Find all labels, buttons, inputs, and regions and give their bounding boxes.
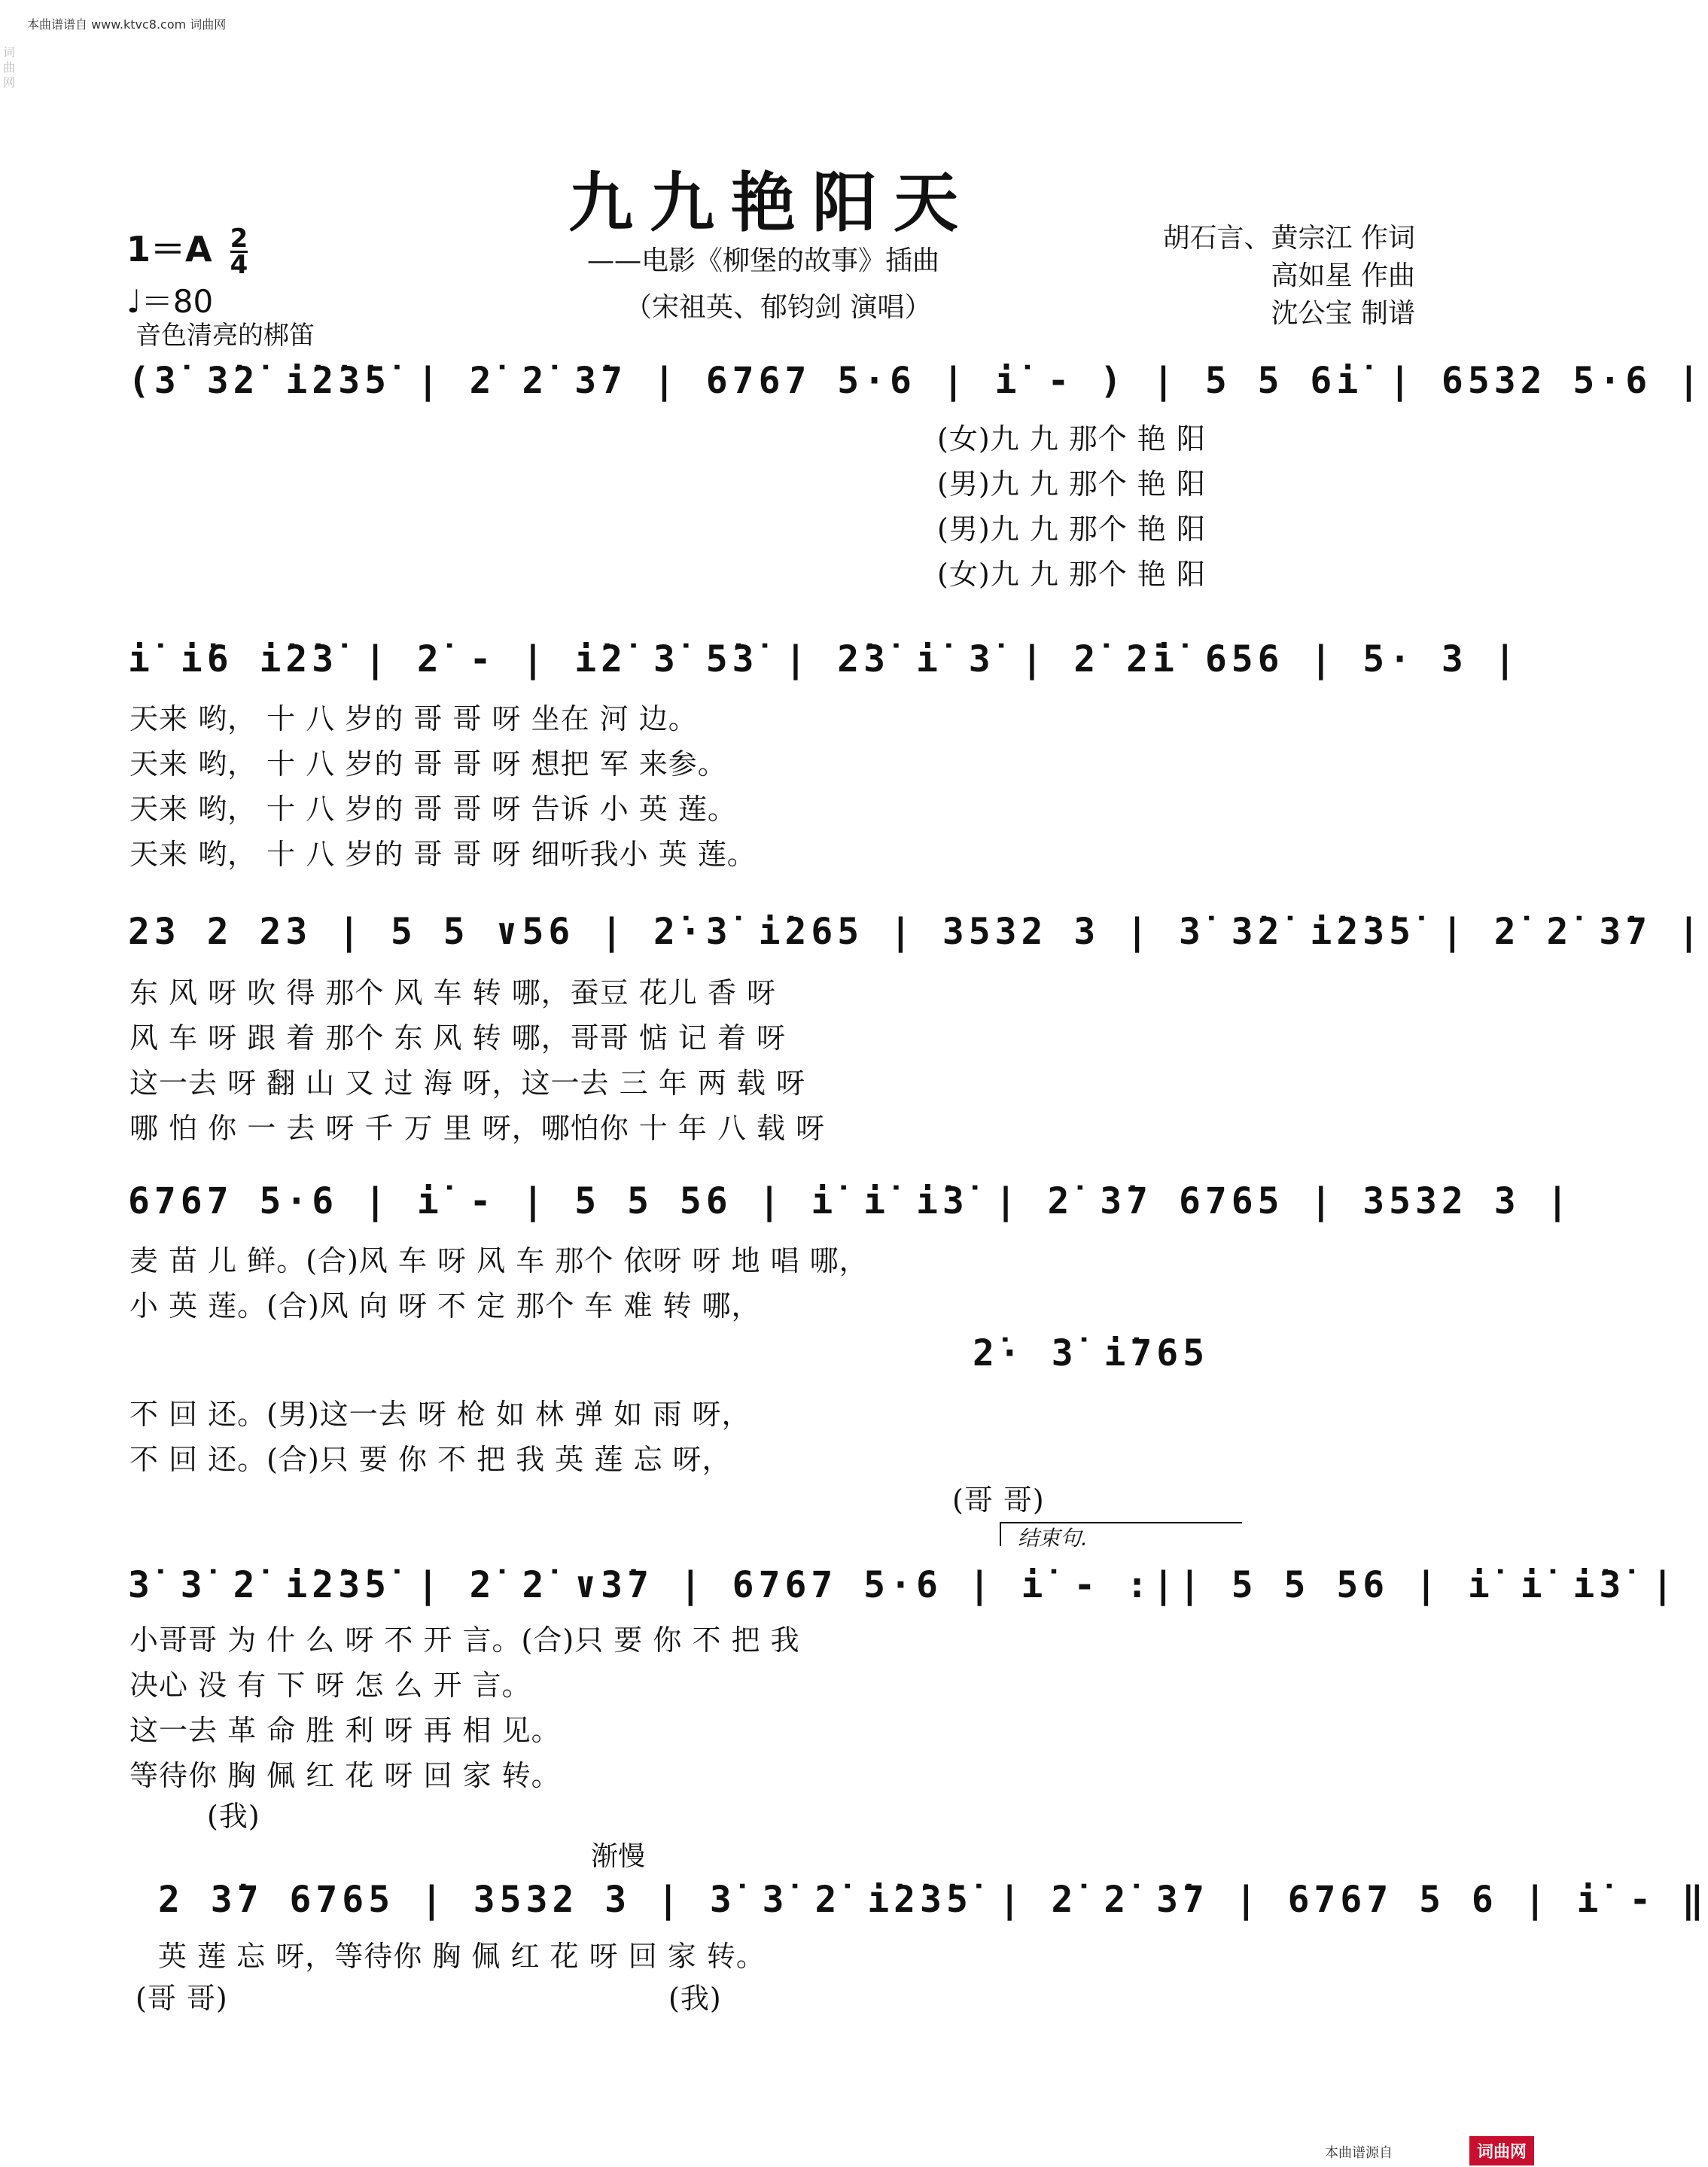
- alt-notation-line-4: 2̇· 3̇ i̇765: [973, 1332, 1210, 1374]
- lyric-1-4: (女)九 九 那个 艳 阳: [937, 558, 1206, 591]
- lyric-2-2: 天来 哟， 十 八 岁的 哥 哥 呀 想把 军 来参。: [129, 747, 727, 781]
- lyric-5-2: 决心 没 有 下 呀 怎 么 开 言。: [129, 1669, 531, 1702]
- notation-line-6: 2 3̇7 6765 | 3532 3 | 3̇ 3̇ 2̇ i̇2̇3̇5̇ | 2̇ 2̇ 3̇7 | 6767 5 6 | i̇ - ‖: [158, 1879, 1708, 1921]
- notation-line-4: 6767 5·6 | i̇ - | 5 5 56 | i̇ i̇ i̇3̇ | 2̇ 3̇7 6765 | 3532 3 |: [128, 1180, 1573, 1222]
- site-logo: 词曲网: [1469, 2136, 1534, 2165]
- lyric-1-3: (男)九 九 那个 艳 阳: [937, 513, 1206, 546]
- sub-lyric-6b: (我): [668, 1982, 722, 2015]
- side-watermark: 词 曲 网: [3, 45, 16, 90]
- credits: [1163, 220, 1415, 333]
- timbre-note: 音色清亮的梆笛: [135, 321, 315, 351]
- credit-lyricist: 胡石言、黄宗江 作词: [1162, 223, 1415, 254]
- key-label: 1＝A: [126, 229, 212, 269]
- lyric-4-3: 不 回 还。(男)这一去 呀 枪 如 林 弹 如 雨 呀，: [129, 1398, 751, 1431]
- key-signature: [126, 222, 248, 280]
- lyric-5-3: 这一去 革 命 胜 利 呀 再 相 见。: [129, 1714, 561, 1747]
- sub-lyric-4: (哥 哥): [952, 1484, 1045, 1517]
- notation-line-5: 3̇ 3̇ 2̇ i̇2̇3̇5̇ | 2̇ 2̇ ∨3̇7 | 6767 5·6 | i̇ - :|| 5 5 56 | i̇ i̇ i̇3̇ |: [128, 1564, 1679, 1606]
- source-note: 本曲谱源自: [1325, 2145, 1393, 2161]
- notation-line-3: 23 2 23 | 5 5 ∨56 | 2̇·3̇ i̇265 | 3532 3 | 3̇ 3̇2̇ i̇2̇3̇5̇ | 2̇ 2̇ 3̇7 |: [128, 911, 1704, 953]
- song-title: 九九艳阳天: [568, 165, 975, 241]
- credit-arranger: 沈公宝 制谱: [1271, 298, 1415, 329]
- lyric-4-4: 不 回 还。(合)只 要 你 不 把 我 英 莲 忘 呀，: [129, 1443, 732, 1476]
- tempo-marking: ♩＝80: [126, 283, 214, 320]
- sub-lyric-5: (我): [207, 1800, 260, 1833]
- notation-line-2: i̇ i̇6 i̇2̇3̇ | 2̇ - | i̇2̇ 3̇ 5̇3̇ | 2̇3̇ i̇ 3̇ | 2̇ 2̇i̇ 656 | 5· 3 |: [128, 638, 1521, 680]
- lyric-5-1: 小哥哥 为 什 么 呀 不 开 言。(合)只 要 你 不 把 我: [129, 1624, 800, 1657]
- lyric-3-2: 风 车 呀 跟 着 那个 东 风 转 哪，哥哥 惦 记 着 呀: [129, 1021, 787, 1055]
- lyric-3-3: 这一去 呀 翻 山 又 过 海 呀，这一去 三 年 两 载 呀: [129, 1067, 805, 1100]
- lyric-2-1: 天来 哟， 十 八 岁的 哥 哥 呀 坐在 河 边。: [129, 702, 698, 735]
- lyric-2-4: 天来 哟， 十 八 岁的 哥 哥 呀 细听我小 英 莲。: [129, 838, 757, 871]
- lyric-2-3: 天来 哟， 十 八 岁的 哥 哥 呀 告诉 小 英 莲。: [129, 793, 737, 826]
- lyric-6-1: 英 莲 忘 呀，等待你 胸 佩 红 花 呀 回 家 转。: [158, 1940, 766, 1973]
- lyric-1-2: (男)九 九 那个 艳 阳: [937, 467, 1206, 501]
- song-subtitle: ——电影《柳堡的故事》插曲: [587, 245, 940, 276]
- time-sig-num: 2: [230, 224, 248, 254]
- sub-lyric-6a: (哥 哥): [135, 1982, 228, 2015]
- tempo-mark-rit: 渐慢: [591, 1841, 646, 1872]
- singers: （宋祖英、郁钧剑 演唱）: [625, 292, 932, 323]
- lyric-1-1: (女)九 九 那个 艳 阳: [937, 422, 1206, 455]
- notation-line-1: (3̇ 3̇2̇ i̇2̇3̇5̇ | 2̇ 2̇ 3̇7 | 6767 5·6 | i̇ - ) | 5 5 6i̇ | 6532 5·6 |: [128, 360, 1704, 402]
- lyric-5-4: 等待你 胸 佩 红 花 呀 回 家 转。: [129, 1759, 561, 1792]
- time-signature: [230, 224, 248, 280]
- lyric-4-2: 小 英 莲。(合)风 向 呀 不 定 那个 车 难 转 哪，: [129, 1289, 761, 1322]
- lyric-3-4: 哪 怕 你 一 去 呀 千 万 里 呀，哪怕你 十 年 八 载 呀: [129, 1112, 826, 1145]
- lyric-3-1: 东 风 呀 吹 得 那个 风 车 转 哪，蚕豆 花儿 香 呀: [129, 976, 776, 1009]
- ending-label: 结束句.: [1018, 1526, 1088, 1551]
- time-sig-den: 4: [230, 250, 248, 280]
- lyric-4-1: 麦 苗 儿 鲜。(合)风 车 呀 风 车 那个 依呀 呀 地 唱 哪，: [129, 1244, 869, 1277]
- credit-composer: 高如星 作曲: [1271, 260, 1415, 291]
- site-note: 本曲谱谱自 www.ktvc8.com 词曲网: [27, 17, 227, 32]
